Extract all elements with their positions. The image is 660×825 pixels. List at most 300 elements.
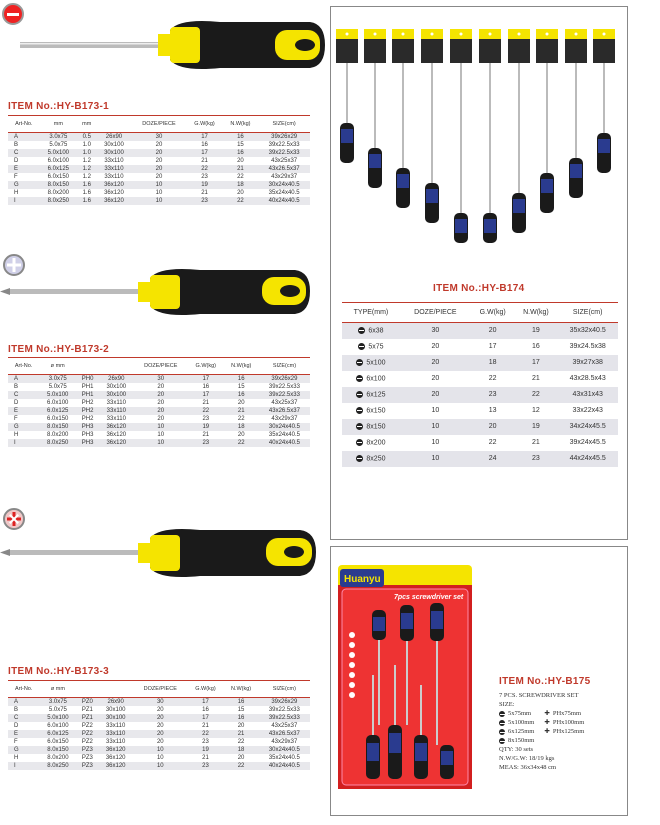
table-cell: 22 [488,439,497,446]
b175-spec-block [499,691,584,772]
table-cell: PH3 [81,423,94,430]
table-cell: A [14,375,19,382]
table-cell: F [14,738,18,745]
table-cell: 10 [157,431,165,438]
table-row [8,181,310,189]
table-cell: 5.0x100 [47,391,69,398]
table-cell: PH1 [81,383,94,390]
table-cell: 22 [202,407,210,414]
b174-title: ITEM No.:HY-B174 [433,283,525,294]
b175-qty: QTY: 30 sets [499,746,534,753]
table-cell: E [14,165,19,172]
table-cell: 22 [237,439,245,446]
col-blank [98,681,133,698]
table-cell: PZ0 [81,698,93,705]
table-cell: E [14,407,19,414]
b174-table [342,302,618,467]
table-cell: 39x26x29 [271,375,298,382]
table-cell: 36x120 [106,423,127,430]
col-gw: G.W(kg) [471,303,515,323]
table-cell: H [14,431,19,438]
table-cell: 3.0x75 [48,375,67,382]
table-cell: 33x110 [104,157,124,164]
table-cell: B [14,383,19,390]
table-cell: PH0 [81,375,94,382]
table-cell [342,355,400,371]
col-doze: DOZE/PIECE [133,681,188,698]
table-cell: 21 [532,439,540,446]
table-cell: 36x120 [105,762,126,769]
carded-screwdriver [593,29,615,173]
table-cell: 20 [237,189,244,196]
carded-screwdriver [479,29,501,243]
table-cell: 16 [237,714,245,721]
table-cell [342,435,400,451]
table-cell [342,419,400,435]
table-cell: I [14,762,16,769]
table-cell [342,451,400,467]
size-item [544,718,584,727]
table-cell: 30 [157,375,165,382]
table-cell: 33x110 [104,165,124,172]
table-cell: 39x22.5x33 [268,383,300,390]
table-row [8,375,310,383]
table-cell: 6.0x100 [47,157,69,164]
table-cell: 20 [157,383,165,390]
slotted-icon [356,375,363,382]
table-cell: PZ3 [81,754,93,761]
table-cell: 15 [237,706,245,713]
table-row [342,403,618,419]
b175-line1: 7 PCS. SCREWDRIVER SET [499,692,579,699]
table-row [8,133,310,141]
table-cell: 22 [237,738,245,745]
col-blank [99,358,134,375]
table-cell: 8.0x250 [47,762,69,769]
col-doze: DOZE/PIECE [400,303,471,323]
col-tip [76,681,98,698]
table-cell: 39x22.5x33 [268,141,300,148]
b175-meas: MEAS: 36x34x48 cm [499,764,557,771]
table-row [342,451,618,467]
carded-screwdriver [421,29,443,223]
table-row [8,189,310,197]
table-cell: 23 [202,415,210,422]
table-row [8,738,310,746]
table-cell: 23 [202,439,210,446]
table-cell: 43x26.5x37 [268,730,300,737]
table-cell: E [14,730,19,737]
table-cell: 21 [237,730,245,737]
table-cell: 33x22x43 [572,407,603,414]
table-cell: 17 [202,375,210,382]
table-cell: 12 [532,407,540,414]
table-cell: A [14,698,19,705]
table-cell: 30x24x40.5 [268,423,300,430]
table-row [8,141,310,149]
table-cell: 22 [237,173,244,180]
b175-brand-logo: Huanyu [344,574,381,585]
table-cell: 22 [488,375,497,382]
table-cell: 6.0x100 [47,722,69,729]
slotted-icon [499,729,505,735]
table-cell: 10 [431,407,440,414]
table-cell: 17 [532,359,540,366]
table-cell: 36x120 [104,197,124,204]
size-label: 6x125mm [508,728,535,735]
table-cell: 5.0x75 [49,141,68,148]
table-cell: 35x24x40.5 [268,431,300,438]
table-cell: 23 [201,173,208,180]
size-label: PHx75mm [552,710,581,717]
table-cell: 23 [202,738,209,745]
table-cell: 20 [156,706,164,713]
table-cell: 1.0 [82,149,91,156]
table-cell: 20 [156,722,164,729]
table-row [8,706,310,714]
col-tip [76,358,99,375]
table-cell: 43x26.5x37 [268,165,300,172]
col-gw: G.W(kg) [188,358,224,375]
table-cell: 33x110 [106,738,126,745]
table-cell: 8.0x250 [47,439,69,446]
table-cell: 10 [156,746,164,753]
table-row [8,383,310,391]
table-cell: 21 [201,157,208,164]
table-cell: 22 [237,197,244,204]
table-cell: 17 [202,698,209,705]
table-cell: 6.0x125 [47,730,69,737]
table-cell: H [14,754,19,761]
table-cell: 16 [532,343,540,350]
table-cell: PZ3 [81,746,93,753]
col-gw: G.W(kg) [188,681,224,698]
carded-screwdriver [508,29,530,233]
size-item [544,727,584,736]
table-cell: PH3 [81,431,94,438]
table-cell: 40x24x40.5 [268,762,300,769]
table-cell: 20 [237,754,245,761]
table-cell: 43x29x37 [271,173,298,180]
table-row [8,391,310,399]
table-cell: 16 [202,706,209,713]
slotted-icon [358,327,365,334]
table-cell: 18 [237,746,245,753]
size-label: 5x100mm [508,719,535,726]
table-row [342,371,618,387]
table-cell: 21 [532,375,540,382]
table-cell: 22 [532,391,540,398]
table-cell [342,323,400,339]
size-item [499,709,534,718]
table-cell: 39x24.5x38 [569,343,606,350]
table-cell: 20 [237,722,245,729]
table-cell: 23 [201,197,208,204]
table-cell: 16 [237,149,244,156]
size-item [499,718,534,727]
col-art-no: Art-No. [8,681,39,698]
table-cell: 35x32x40.5 [569,327,606,335]
table-cell: 20 [156,714,164,721]
table-cell: 19 [202,423,210,430]
table-cell: 43x26.5x37 [268,407,300,414]
table-cell: 20 [488,423,497,430]
slotted-icon [499,738,505,744]
size-label: 5x75mm [508,710,532,717]
table-cell: A [14,133,19,140]
table-cell: 20 [431,343,440,350]
col-nw: N.W(kg) [223,681,258,698]
size-label: 8x150mm [508,737,535,744]
table-cell: 20 [237,157,244,164]
table-cell: 1.6 [82,189,91,196]
type-label: 6x125 [366,391,386,399]
col-blank [96,116,131,133]
col-doze: DOZE/PIECE [134,358,188,375]
table-cell: 39x24x45.5 [569,439,606,446]
table-cell: 5.0x75 [48,706,67,713]
table-cell: 5.0x75 [48,383,67,390]
slotted-icon [499,720,505,726]
table-cell: 35x24x40.5 [268,189,300,196]
table-cell: 30x100 [105,706,126,713]
slotted-icon [356,439,363,446]
table-cell: 20 [156,730,164,737]
col-nw: N.W(kg) [223,116,259,133]
table-cell: 10 [157,423,165,430]
b175-pack-label: 7pcs screwdriver set [394,594,464,601]
table-row [342,387,618,403]
col-type: TYPE(mm) [342,303,400,323]
table-cell: 16 [237,698,245,705]
table-cell: 15 [237,383,245,390]
table-cell: 19 [202,746,209,753]
table-cell: PH2 [81,407,94,414]
col-art-no: Art-No. [8,116,40,133]
carded-screwdriver [565,29,587,198]
table-row [8,431,310,439]
table-cell: 21 [201,189,208,196]
table-row [8,415,310,423]
table-cell: 20 [157,407,165,414]
table-row [342,419,618,435]
table-cell: 17 [488,343,497,350]
table-cell: 6.0x150 [47,173,69,180]
table-cell: G [14,181,19,188]
col-doze: DOZE/PIECE [131,116,186,133]
table-cell: I [14,197,16,204]
table-row [8,762,310,770]
table-cell: 19 [201,181,208,188]
table-cell: F [14,415,18,422]
table-cell: 10 [155,189,163,196]
section2-table [8,357,310,447]
table-row [8,698,310,706]
table-cell: 33x110 [106,407,126,414]
table-cell: 20 [157,391,165,398]
table-cell: 15 [237,141,244,148]
table-cell: 22 [201,165,208,172]
col-nw: N.W(kg) [224,358,259,375]
table-cell: 30x100 [104,149,124,156]
table-cell: H [14,189,19,196]
table-cell: 20 [488,327,497,335]
table-row [8,407,310,415]
table-cell: 10 [156,754,164,761]
section2-title: ITEM No.:HY-B173-2 [8,344,109,355]
table-cell: 24 [488,455,497,462]
table-cell: PH2 [81,415,94,422]
table-cell: 20 [156,738,164,745]
table-cell: 10 [155,181,163,188]
table-cell: 6.0x125 [47,407,69,414]
table-cell: 5.0x100 [47,149,69,156]
table-cell [342,339,400,355]
table-row [8,423,310,431]
table-cell: 36x120 [106,431,127,438]
table-cell: 30x24x40.5 [268,746,300,753]
table-cell: 10 [431,439,440,446]
table-cell: 17 [202,391,210,398]
table-cell: 16 [237,133,244,140]
table-cell: 6.0x100 [47,399,69,406]
table-cell: 20 [155,173,163,180]
table-cell: 36x120 [105,746,126,753]
slotted-icon [356,455,363,462]
table-cell: 10 [157,439,165,446]
table-cell: 10 [156,762,164,769]
table-cell: 21 [237,407,245,414]
table-cell: 39x22.5x33 [268,714,300,721]
slotted-icon [356,359,363,366]
table-cell: 10 [431,455,440,462]
table-cell: 26x90 [108,375,125,382]
table-cell: PZ2 [81,722,93,729]
table-cell: 43x25x37 [271,157,298,164]
col-size-mm: mm [40,116,77,133]
table-cell: 20 [431,359,440,366]
carded-screwdriver [536,29,558,213]
size-item [499,736,534,745]
phillips-icon: ✚ [544,710,550,717]
slotted-icon [499,711,505,717]
size-item [499,727,534,736]
table-cell [342,387,400,403]
table-cell: 3.0x75 [48,698,67,705]
table-cell: 21 [237,165,244,172]
table-cell: 20 [157,415,165,422]
table-row [8,722,310,730]
phillips-icon: ✚ [544,719,550,726]
table-cell: 6.0x150 [47,415,69,422]
slotted-icon [356,407,363,414]
section1-title: ITEM No.:HY-B173-1 [8,101,109,112]
table-cell: 16 [237,375,245,382]
table-row [8,730,310,738]
table-cell: 17 [201,149,208,156]
table-cell: D [14,157,19,164]
table-cell: 36x120 [105,754,126,761]
table-cell: 30 [155,133,163,140]
size-label: PHx125mm [552,728,585,735]
table-cell: 10 [431,423,440,430]
table-cell: 22 [237,415,245,422]
table-row [342,323,618,339]
table-cell: I [14,439,16,446]
table-cell: 18 [237,181,244,188]
table-cell: 13 [488,407,497,414]
table-cell: 5.0x100 [47,714,69,721]
table-row [8,714,310,722]
table-cell: 18 [488,359,497,366]
table-cell: 39x27x38 [572,359,603,366]
table-row [342,435,618,451]
table-cell: 34x24x45.5 [569,423,606,430]
table-cell: 20 [155,157,163,164]
carded-screwdriver [450,29,472,243]
col-size-mm: ø mm [39,681,76,698]
table-cell: 8.0x150 [47,423,69,430]
table-cell: 20 [155,149,163,156]
table-cell: 26x90 [107,698,124,705]
table-cell: 20 [237,431,245,438]
table-cell: 23 [202,762,209,769]
pozidriv-screwdriver-image [0,522,330,580]
table-cell: 43x28.5x43 [569,375,606,382]
table-cell: G [14,423,19,430]
table-row [8,165,310,173]
table-cell [342,371,400,387]
table-cell: 43x25x37 [271,399,298,406]
section1-table [8,115,310,205]
table-cell: 10 [155,197,163,204]
phillips-icon: ✚ [544,728,550,735]
table-cell: 16 [201,141,208,148]
table-cell: 39x26x29 [271,698,298,705]
table-cell: 8.0x200 [47,754,69,761]
table-cell: 35x24x40.5 [268,754,300,761]
table-cell: 1.2 [82,173,91,180]
table-cell: 3.0x75 [49,133,68,140]
slotted-icon [358,343,365,350]
table-cell: 39x22.5x33 [268,149,300,156]
table-cell: 21 [202,431,210,438]
table-cell: 20 [237,399,245,406]
table-cell: PH2 [81,399,94,406]
table-cell: 19 [532,423,540,430]
section3-table [8,680,310,770]
slotted-screwdriver-image [20,12,330,72]
type-label: 8x200 [366,439,386,447]
table-cell: 1.2 [82,157,91,164]
table-cell: 6.0x125 [47,165,69,172]
table-cell: 36x120 [106,439,127,446]
table-cell: 33x110 [104,173,124,180]
col-size-mm: ø mm [39,358,76,375]
type-label: 5x100 [366,359,386,367]
col-size: SIZE(cm) [557,303,618,323]
table-cell: 22 [202,730,209,737]
table-cell: 8.0x150 [47,181,69,188]
table-row [8,399,310,407]
table-cell: 33x110 [106,722,126,729]
table-row [8,746,310,754]
table-cell: 20 [431,375,440,382]
table-cell: 17 [202,714,209,721]
table-cell: 16 [237,391,245,398]
table-cell: PZ1 [81,714,93,721]
col-size-cm: SIZE(cm) [258,116,310,133]
